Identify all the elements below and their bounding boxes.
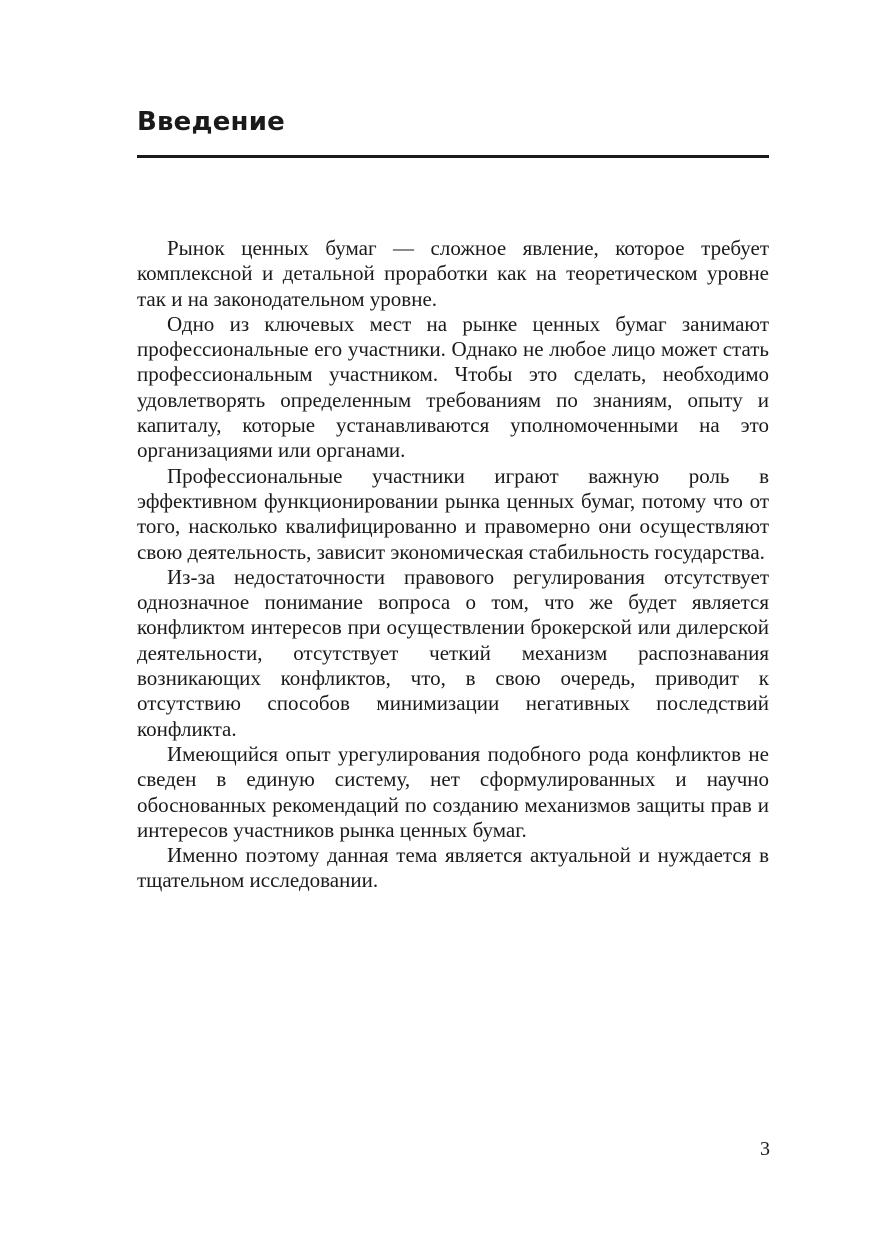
heading-rule <box>137 155 769 158</box>
paragraph: Именно поэтому данная тема является актуальной и нуждается в тщательном исследовании. <box>137 843 769 893</box>
body-text <box>137 236 769 894</box>
paragraph: Профессиональные участники играют важную роль в эффективном функционировании рынка ценных бумаг, потому что от того, насколько квалифицированно и правомерно они осуществляют свою деятельность, зависит экономическая стабильность государства. <box>137 463 769 564</box>
section-heading: Введение <box>137 107 285 137</box>
page-number: 3 <box>760 1138 770 1160</box>
paragraph: Из-за недостаточности правового регулирования отсутствует однозначное понимание вопроса о том, что же будет является конфликтом интересов при осуществлении брокерской или дилерской деятельности, отсутствует четкий механизм распознавания возникающих конфликтов, что, в свою очередь, приводит к отсутствию способов минимизации негативных последствий конфликта. <box>137 564 769 741</box>
paragraph: Рынок ценных бумаг — сложное явление, которое требует комплексной и детальной проработки как на теоретическом уровне так и на законодательном уровне. <box>137 236 769 311</box>
paragraph: Имеющийся опыт урегулирования подобного рода конфликтов не сведен в единую систему, нет сформулированных и научно обоснованных рекомендаций по созданию механизмов защиты прав и интересов участников рынка ценных бумаг. <box>137 741 769 842</box>
paragraph: Одно из ключевых мест на рынке ценных бумаг занимают профессиональные его участники. Однако не любое лицо может стать профессиональным участником. Чтобы это сделать, необходимо удовлетворять определенным требованиям по знаниям, опыту и капиталу, которые устанавливаются уполномоченными на это организациями или органами. <box>137 311 769 463</box>
